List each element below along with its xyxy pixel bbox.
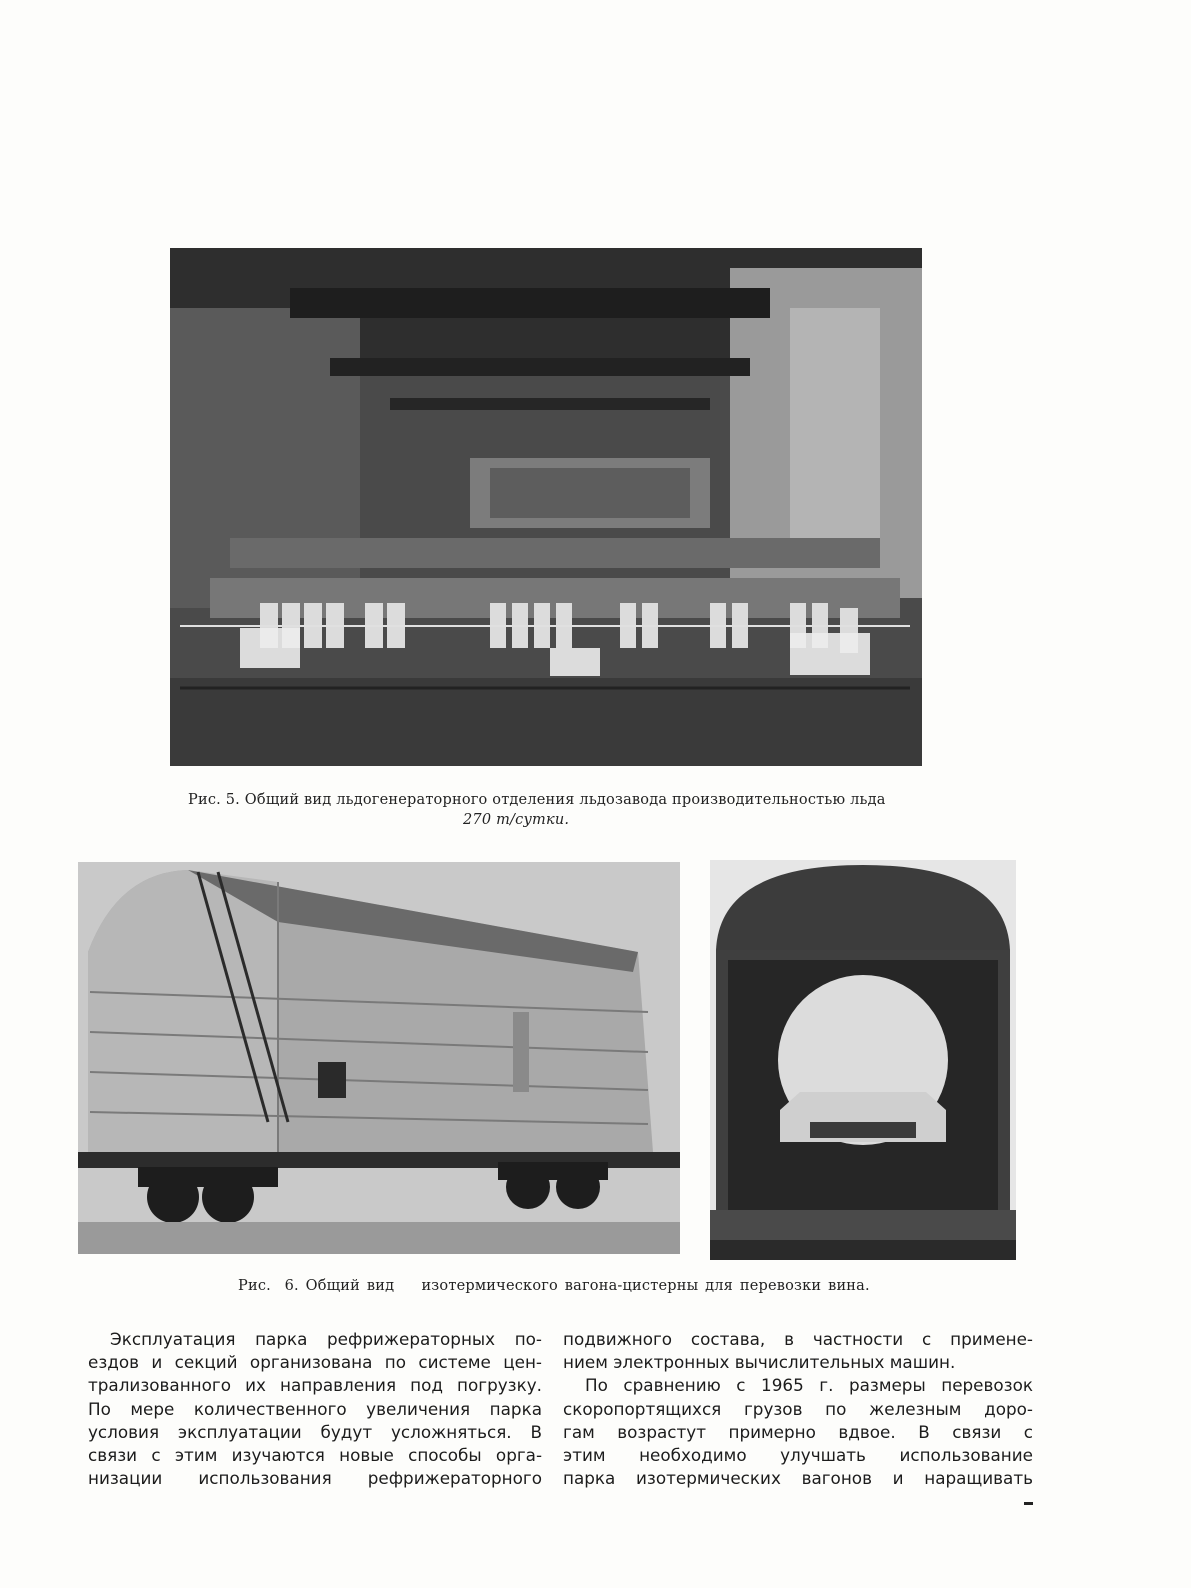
figure-6-wagon-side-photo [78,862,680,1254]
page-mark [1024,1502,1033,1505]
text-line: Эксплуатация парка рефрижераторных по- [110,1329,542,1349]
wagon-end-illustration [710,860,1016,1260]
figure-5-photo [170,248,922,766]
figure-6-wagon-end-photo [710,860,1016,1260]
wagon-side-illustration [78,862,680,1254]
text-line: связи с этим изучаются новые способы орга- [88,1445,542,1466]
text-line: условия эксплуатации будут усложняться. В [88,1421,542,1442]
figure-5-caption: Рис. 5. Общий вид льдогенераторного отделения льдозавода производительностью льда [188,792,886,808]
text-line: гам возрастут примерно вдвое. В связи с [563,1421,1033,1442]
body-text-left-column [88,1328,542,1490]
text-line: По мере количественного увеличения парка [88,1398,542,1419]
body-text-right-column [563,1328,1033,1490]
text-line: трализованного их направления под погрузку. [88,1375,542,1396]
figure-5-caption-line2: 270 т/сутки. [463,812,570,828]
text-line: По сравнению с 1965 г. размеры перевозок [585,1375,1033,1396]
text-line: подвижного состава, в частности с примене- [563,1329,1033,1349]
figure-6-caption: Рис. 6. Общий вид изотермического вагона-цистерны для перевозки вина. [238,1278,870,1294]
text-line: ездов и секций организована по системе цен- [88,1352,542,1373]
text-line: этим необходимо улучшать использование [563,1445,1033,1466]
text-line: скоропортящихся грузов по железным доро- [563,1398,1033,1419]
ice-plant-illustration [170,248,922,766]
text-line: нием электронных вычислительных машин. [563,1352,956,1373]
text-line: парка изотермических вагонов и наращивать [563,1468,1033,1489]
text-line: низации использования рефрижераторного [88,1468,542,1489]
